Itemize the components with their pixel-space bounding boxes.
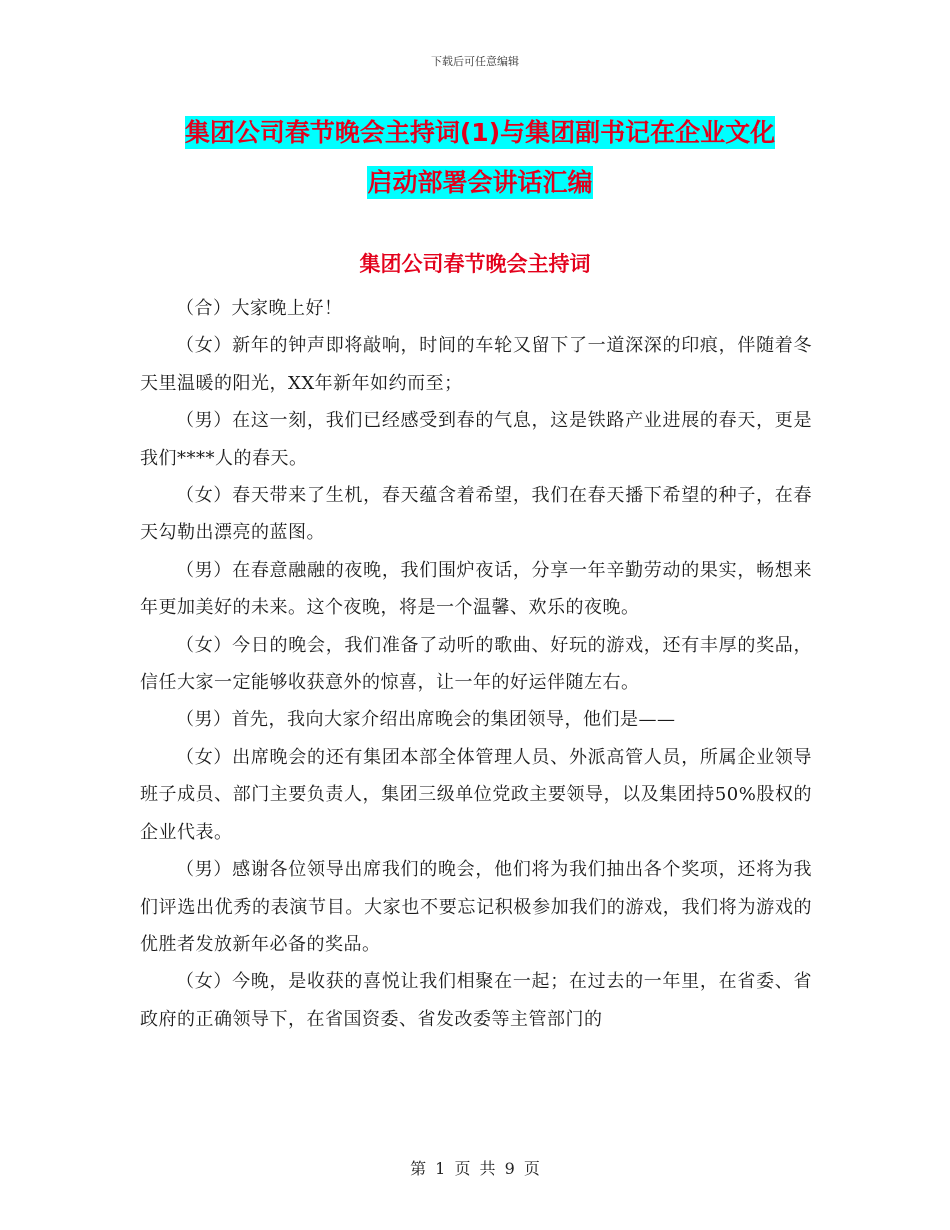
page-footer: 第 1 页 共 9 页 xyxy=(410,1159,540,1178)
paragraph: （男）在春意融融的夜晚，我们围炉夜话，分享一年辛勤劳动的果实，畅想来年更加美好的未来。这个夜晚，将是一个温馨、欢乐的夜晚。 xyxy=(140,559,812,619)
document-title xyxy=(140,108,820,208)
document-body xyxy=(140,290,812,1038)
paragraph: （女）新年的钟声即将敲响，时间的车轮又留下了一道深深的印痕，伴随着冬天里温暖的阳光，XX年新年如约而至； xyxy=(140,335,812,394)
paragraph: （女）今日的晚会，我们准备了动听的歌曲、好玩的游戏，还有丰厚的奖品，信任大家一定能够收获意外的惊喜，让一年的好运伴随左右。 xyxy=(140,634,812,694)
paragraph: （女）春天带来了生机，春天蕴含着希望，我们在春天播下希望的种子，在春天勾勒出漂亮的蓝图。 xyxy=(140,485,812,544)
paragraph: （合）大家晚上好！ xyxy=(176,298,343,319)
section-title: 集团公司春节晚会主持词 xyxy=(359,252,591,276)
paragraph: （男）感谢各位领导出席我们的晚会，他们将为我们抽出各个奖项，还将为我们评选出优秀的表演节目。大家也不要忘记积极参加我们的游戏，我们将为游戏的优胜者发放新年必备的奖品。 xyxy=(140,859,812,955)
paragraph: （女）今晚，是收获的喜悦让我们相聚在一起；在过去的一年里，在省委、省政府的正确领导下，在省国资委、省发改委等主管部门的 xyxy=(140,971,812,1030)
paragraph: （男）首先，我向大家介绍出席晚会的集团领导，他们是—— xyxy=(176,709,676,731)
document-title-line-2: 启动部署会讲话汇编 xyxy=(367,168,593,197)
header-note: 下载后可任意编辑 xyxy=(431,55,519,68)
paragraph: （女）出席晚会的还有集团本部全体管理人员、外派高管人员，所属企业领导班子成员、部门主要负责人，集团三级单位党政主要领导，以及集团持50%股权的企业代表。 xyxy=(140,746,812,843)
paragraph: （男）在这一刻，我们已经感受到春的气息，这是铁路产业进展的春天，更是我们****人的春天。 xyxy=(140,410,812,469)
document-title-line-1: 集团公司春节晚会主持词(1)与集团副书记在企业文化 xyxy=(184,118,776,147)
